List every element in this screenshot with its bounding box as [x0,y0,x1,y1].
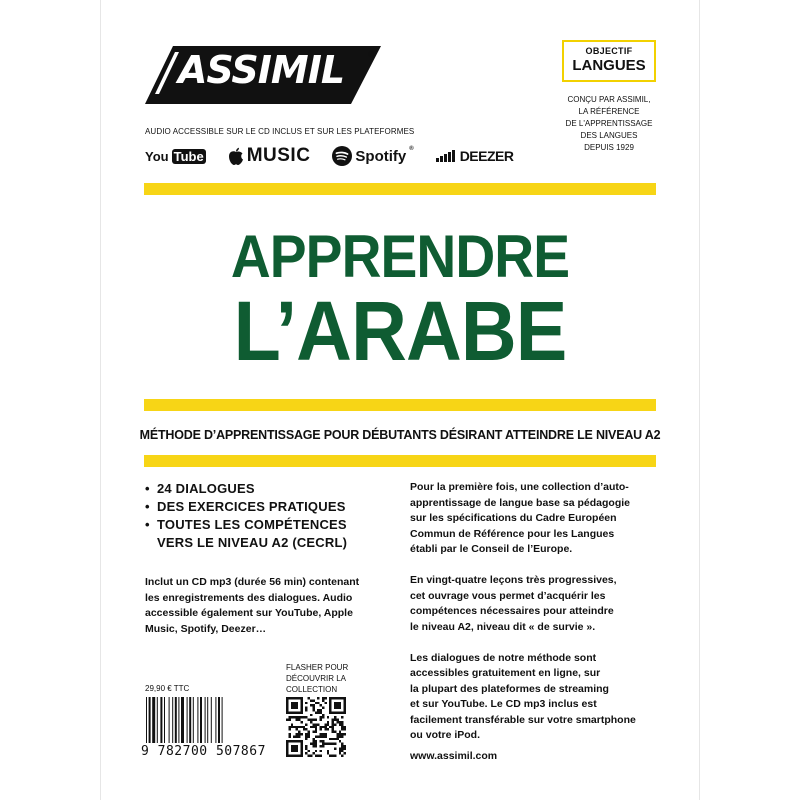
logo-text: ASSIMIL [178,48,345,92]
para-line: accessibles gratuitement en ligne, sur [410,667,601,679]
feature-list [145,480,347,552]
isbn-number: 9 782700 507867 [141,744,266,759]
para-line: Pour la première fois, une collection d’auto- [410,481,629,493]
yellow-divider-middle [144,399,656,411]
yellow-divider-bottom [144,455,656,467]
deezer-bars-icon [436,150,455,162]
concu-line: DES LANGUES [580,131,638,140]
spotify-logo [332,146,413,166]
method-subtitle: MÉTHODE D’APPRENTISSAGE POUR DÉBUTANTS DÉSIRANT ATTEINDRE LE NIVEAU A2 [139,428,661,442]
para-line: cet ouvrage vous permet d’acquérir les [410,589,606,602]
audio-note: AUDIO ACCESSIBLE SUR LE CD INCLUS ET SUR LES PLATEFORMES [145,127,415,136]
para-line: apprentissage de langue base sa pédagogie [410,496,630,509]
feature-item: • 24 DIALOGUES [145,480,347,498]
paragraph-1 [410,480,650,558]
spotify-icon [332,146,352,166]
objectif-label: OBJECTIF [585,46,633,56]
para-line: la plupart des plateformes de streaming [410,682,609,695]
cd-line: Inclut un CD mp3 (durée 56 min) contenant [145,576,360,588]
spotify-label: Spotify [355,147,407,165]
apple-music-logo [228,145,311,167]
isbn-barcode [145,697,273,743]
qr-caption-line: FLASHER POUR [286,663,349,672]
para-line: facilement transférable sur votre smartphone [410,713,636,726]
youtube-you: You [145,148,169,164]
concu-line: CONÇU PAR ASSIMIL, [567,95,651,104]
platform-logos [145,144,513,168]
qr-caption [286,662,366,695]
langues-label: LANGUES [572,57,646,74]
paragraph-3 [410,651,650,744]
concu-line: DE L'APPRENTISSAGE [565,119,653,128]
para-line: ou votre iPod. [410,729,481,741]
price-label: 29,90 € TTC [145,684,190,693]
concu-line: LA RÉFÉRENCE [578,107,640,116]
qr-caption-line: DÉCOUVRIR LA [286,674,347,683]
deezer-label: DEEZER [459,148,514,164]
para-line: et sur YouTube. Le CD mp3 inclus est [410,698,597,710]
apple-icon [228,147,244,166]
cd-line: les enregistrements des dialogues. Audio [145,591,353,604]
feature-item-continued: VERS LE NIVEAU A2 (CECRL) [157,535,348,550]
cd-line: accessible également sur YouTube, Apple [145,607,353,619]
para-line: En vingt-quatre leçons très progressives, [410,574,617,586]
cd-line: Music, Spotify, Deezer… [145,622,267,635]
website-url: www.assimil.com [410,750,498,762]
title-line-2: L’ARABE [233,284,567,378]
para-line: compétences nécessaires pour atteindre [410,605,614,617]
para-line: sur les spécifications du Cadre Européen [410,512,617,524]
para-line: établi par le Conseil de l’Europe. [410,543,573,555]
feature-item: • TOUTES LES COMPÉTENCES [145,516,347,534]
concu-par-assimil [548,94,670,154]
para-line: Les dialogues de notre méthode sont [410,651,597,664]
objectif-langues-badge [562,40,656,82]
description-column [410,480,650,759]
youtube-logo [145,149,206,164]
para-line: le niveau A2, niveau dit « de survie ». [410,620,596,633]
registered-mark: ® [368,50,374,59]
concu-line: DEPUIS 1929 [584,143,634,152]
spotify-mark: ® [409,146,414,152]
yellow-divider-top [144,183,656,195]
music-label: MUSIC [246,145,311,166]
deezer-logo [436,148,514,164]
title-line-1: APPRENDRE [230,223,570,290]
feature-item: • DES EXERCICES PRATIQUES [145,498,347,516]
cd-description [145,575,375,637]
paragraph-2 [410,573,650,635]
para-line: Commun de Référence pour les Langues [410,527,615,540]
youtube-tube: Tube [173,148,204,164]
qr-caption-line: COLLECTION [286,685,338,694]
qr-code [286,697,346,757]
